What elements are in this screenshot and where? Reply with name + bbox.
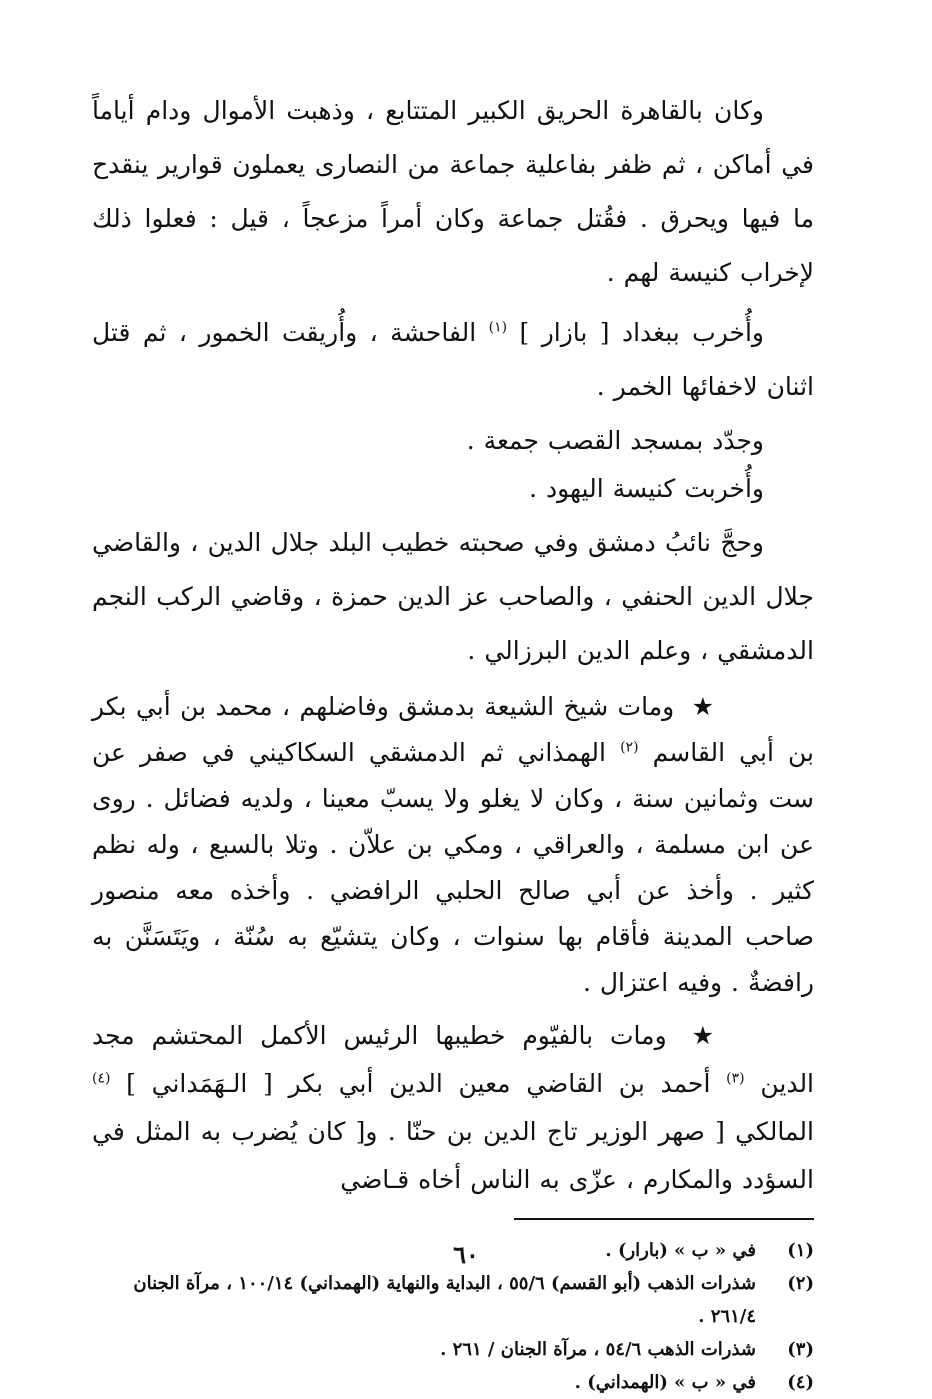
- footnote-number: (٢): [787, 1273, 814, 1294]
- paragraph-text: ومات بالفيّوم خطيبها الرئيس الأكمل المحتشم مجد الدين: [92, 1021, 815, 1098]
- page-body: [92, 84, 815, 1393]
- paragraph-text: وجدّد بمسجد القصب جمعة .: [466, 426, 764, 455]
- paragraph-mosque: [92, 420, 814, 462]
- paragraph-text: وأُخربت كنيسة اليهود .: [529, 474, 764, 503]
- footnote-text: شذرات الذهب (أبو القسم) ٥٥/٦ ، البداية والنهاية (الهمداني) ١٠٠/١٤ ، مرآة الجنان ٢٦١/٤ .: [133, 1273, 756, 1327]
- paragraph-synagogue: [92, 468, 814, 510]
- page-number: ٦٠: [453, 1240, 479, 1269]
- footnote-number: (٣): [787, 1339, 814, 1360]
- paragraph-text: وأُخرب ببغداد [ بازار ]: [519, 318, 764, 347]
- paragraph-text: أحمد بن القاضي معين الدين أبي بكر [ الـهَمَداني ]: [126, 1069, 711, 1098]
- paragraph-sakakini: [92, 684, 814, 1006]
- footnote-number: (٤): [787, 1372, 814, 1393]
- paragraph-cairo-fire: [92, 84, 814, 300]
- paragraph-text: وحجَّ نائبُ دمشق وفي صحبته خطيب البلد جلال الدين ، والقاضي جلال الدين الحنفي ، والصاحب عز الدين حمزة ، وقاضي الركب النجم الدمشقي ، وعلم الدين البرزالي .: [92, 528, 814, 665]
- footnote-ref-2[interactable]: (٢): [620, 739, 639, 756]
- paragraph-text: ومات شيخ الشيعة بدمشق وفاضلهم ، محمد بن أبي بكر بن أبي القاسم: [92, 692, 814, 767]
- footnote-item: [92, 1267, 814, 1333]
- paragraph-text: المالكي [ صهر الوزير تاج الدين بن حنّا . و[ كان يُضرب به المثل في السؤدد والمكارم ، عزّى به الناس أخاه قـاضي: [92, 1117, 814, 1194]
- footnote-ref-3[interactable]: (٣): [726, 1070, 745, 1087]
- footnote-text: شذرات الذهب ٥٤/٦ ، مرآة الجنان / ٢٦١ .: [440, 1339, 756, 1360]
- paragraph-fayyum: [92, 1012, 814, 1204]
- star-icon: ★: [691, 1021, 715, 1050]
- paragraph-text: وكان بالقاهرة الحريق الكبير المتتابع ، وذهبت الأموال ودام أياماً في أماكن ، ثم ظفر بفاعلية جماعة من النصارى يعملون قوارير ينقدح ما فيها ويحرق . فقُتل جماعة وكان أمراً مزعجاً ، قيل : فعلوا ذلك لإخراب كنيسة لهم .: [92, 96, 814, 287]
- footnote-divider: [514, 1218, 814, 1220]
- paragraph-hajj: [92, 516, 814, 678]
- footnote-text: في « ب » (بارار) .: [605, 1240, 756, 1261]
- paragraph-text: الفاحشة ، وأُريقت الخمور ، ثم قتل اثنان لاخفائها الخمر .: [92, 318, 814, 401]
- footnote-ref-1[interactable]: (١): [488, 319, 508, 336]
- footnote-text: في « ب » (الهمداني) .: [574, 1372, 756, 1393]
- footnote-item: [92, 1366, 814, 1399]
- paragraph-baghdad: [92, 306, 814, 414]
- star-icon: ★: [691, 692, 714, 721]
- footnote-number: (١): [787, 1240, 814, 1261]
- footnote-item: [92, 1333, 814, 1366]
- footnote-ref-4[interactable]: (٤): [92, 1070, 111, 1087]
- paragraph-text: الهمذاني ثم الدمشقي السكاكيني في صفر عن ست وثمانين سنة ، وكان لا يغلو ولا يسبّ معينا ، ولديه فضائل . روى عن ابن مسلمة ، والعراقي ، ومكي بن علاّن . وتلا بالسبع ، وله نظم كثير . وأخذ عن أبي صالح الحلبي الرافضي . وأخذه معه منصور صاحب المدينة فأقام بها سنوات ، وكان يتشيّع به سُنّة ، ويَتَسَنَّن به رافضةٌ . وفيه اعتزال .: [92, 738, 814, 997]
